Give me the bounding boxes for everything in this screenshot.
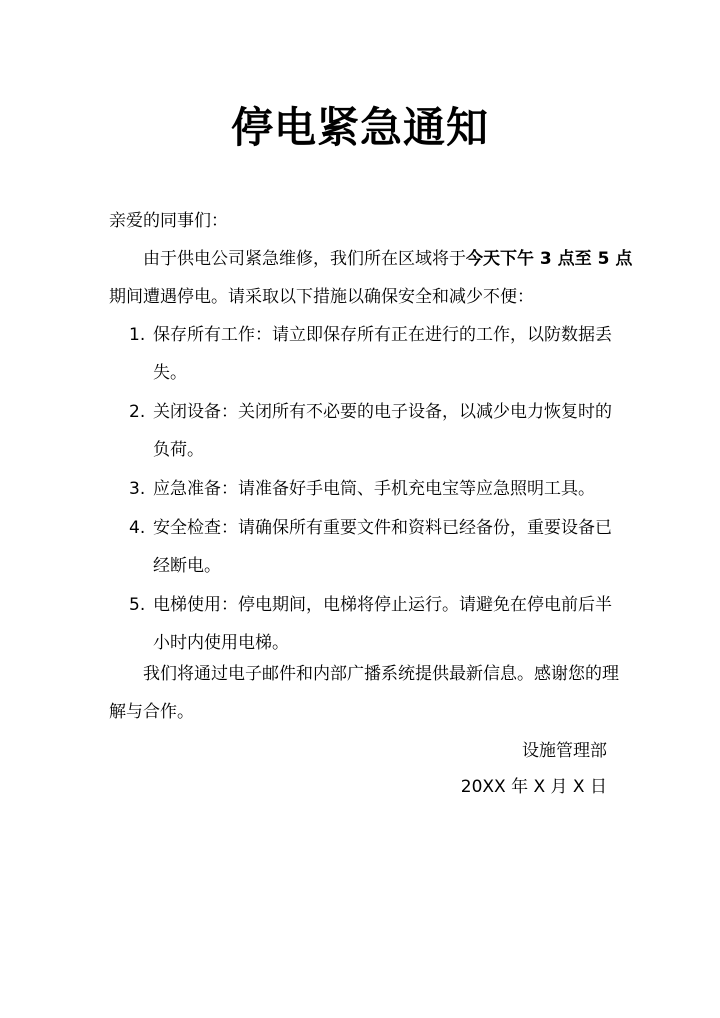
measures-list bbox=[109, 316, 614, 663]
list-item bbox=[109, 316, 614, 392]
list-item-number: 5. bbox=[129, 595, 146, 615]
list-item-line: 负荷。 bbox=[153, 440, 204, 460]
list-item bbox=[109, 509, 614, 585]
list-item-number: 3. bbox=[129, 479, 146, 499]
list-item bbox=[109, 470, 614, 508]
list-item-line: 电梯使用：停电期间，电梯将停止运行。请避免在停电前后半 bbox=[153, 595, 612, 615]
intro-time-highlight: 今天下午 3 点至 5 点 bbox=[466, 249, 633, 269]
closing-line-1: 我们将通过电子邮件和内部广播系统提供最新信息。感谢您的理 bbox=[143, 664, 619, 684]
closing-line-2: 解与合作。 bbox=[109, 702, 194, 722]
list-item-number: 1. bbox=[129, 325, 146, 345]
intro-line-2: 期间遭遇停电。请采取以下措施以确保安全和减少不便： bbox=[109, 287, 534, 307]
list-item-line: 安全检查：请确保所有重要文件和资料已经备份，重要设备已 bbox=[153, 518, 612, 538]
list-item bbox=[109, 586, 614, 662]
intro-text: 由于供电公司紧急维修，我们所在区域将于 bbox=[143, 249, 466, 269]
list-item-number: 4. bbox=[129, 518, 146, 538]
list-item-line: 应急准备：请准备好手电筒、手机充电宝等应急照明工具。 bbox=[153, 479, 595, 499]
page-title: 停电紧急通知 bbox=[230, 103, 489, 152]
list-item-line: 失。 bbox=[153, 363, 187, 383]
greeting: 亲爱的同事们： bbox=[109, 211, 228, 231]
intro-line-1 bbox=[109, 240, 633, 278]
list-item-line: 小时内使用电梯。 bbox=[153, 633, 289, 653]
list-item-line: 保存所有工作：请立即保存所有正在进行的工作，以防数据丢 bbox=[153, 325, 612, 345]
closing-paragraph bbox=[109, 655, 619, 731]
list-item-line: 关闭设备：关闭所有不必要的电子设备，以减少电力恢复时的 bbox=[153, 402, 612, 422]
list-item-number: 2. bbox=[129, 402, 146, 422]
list-item bbox=[109, 393, 614, 469]
signature: 设施管理部 bbox=[522, 741, 607, 761]
list-item-line: 经断电。 bbox=[153, 556, 221, 576]
intro-paragraph bbox=[109, 240, 633, 316]
issue-date: 20XX 年 X 月 X 日 bbox=[460, 777, 607, 797]
